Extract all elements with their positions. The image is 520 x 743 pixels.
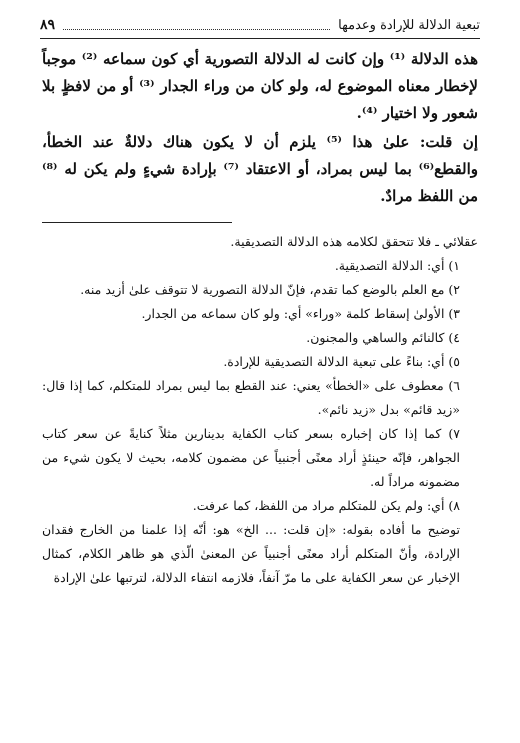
footnote-5: ٥) أي: بناءً على تبعية الدلالة التصديقية للإرادة. [223,354,460,369]
main-paragraph: هذه الدلالة ⁽¹⁾ وإن كانت له الدلالة التصورية أي كون سماعه ⁽²⁾ موجباً لإخطار معناه الموضوع له، ولو كان من وراء الجدار ⁽³⁾ أو من لافظٍ بلا شعور ولا اختيار ⁽⁴⁾. [42,50,478,122]
main-paragraph: إن قلت: علىٰ هذا ⁽⁵⁾ يلزم أن لا يكون هناك دلالةٌ عند الخطأ، والقطع⁽⁶⁾ بما ليس بمراد، أو الاعتقاد ⁽⁷⁾ بإرادة شيءٍ ولم يكن له ⁽⁸⁾ من اللفظ مرادٌ. [42,133,479,205]
main-text [42,46,478,210]
footnotes [42,230,478,590]
header-rule [40,38,480,39]
footnote-6: ٦) معطوف على «الخطأ» يعني: عند القطع بما ليس بمراد للمتكلم، كما إذا قال: «زيد قائم» بدل «زيد نائم». [42,378,460,417]
footnote-8: ٨) أي: ولم يكن للمتكلم مراد من اللفظ، كما عرفت. [192,498,460,513]
header-title: تبعية الدلالة للإرادة وعدمها [338,17,480,33]
footnote-separator [42,222,232,223]
running-header [40,14,480,36]
footnote-1: ١) أي: الدلالة التصديقية. [334,258,460,273]
footnote-3: ٣) الأولىٰ إسقاط كلمة «وراء» أي: ولو كان سماعه من الجدار. [141,306,460,321]
page-number: ٨٩ [40,17,56,33]
footnote-continuation: عقلائي ـ فلا تتحقق لكلامه هذه الدلالة التصديقية. [230,234,478,249]
footnote-explanation: توضيح ما أفاده بقوله: «إن قلت: ... الخ» هو: أنّه إذا علمنا من الخارج فقدان الإرادة، وأنّ المتكلم أراد معنًى أجنبياً عن المعنىٰ الّذي هو ظاهر الكلام، كمثال الإخبار عن سعر الكفاية على ما مرّ آنفاً، فلازمه انتفاء الدلالة، لترتبها علىٰ الإرادة [42,522,460,585]
header-leader-dots [63,29,330,30]
footnote-2: ٢) مع العلم بالوضع كما تقدم، فإنّ الدلالة التصورية لا تتوقف علىٰ أزيد منه. [80,282,460,297]
footnote-7: ٧) كما إذا كان إخباره بسعر كتاب الكفاية بدينارين مثلاً كنايةً عن سعر كتاب الجواهر، فإنّه حينئذٍ أراد معنًى أجنبياً عن مضمون كلامه، بحيث لا يكون شيء من مضمونه مراداً له. [42,426,460,489]
footnote-4: ٤) كالنائم والساهي والمجنون. [306,330,460,345]
